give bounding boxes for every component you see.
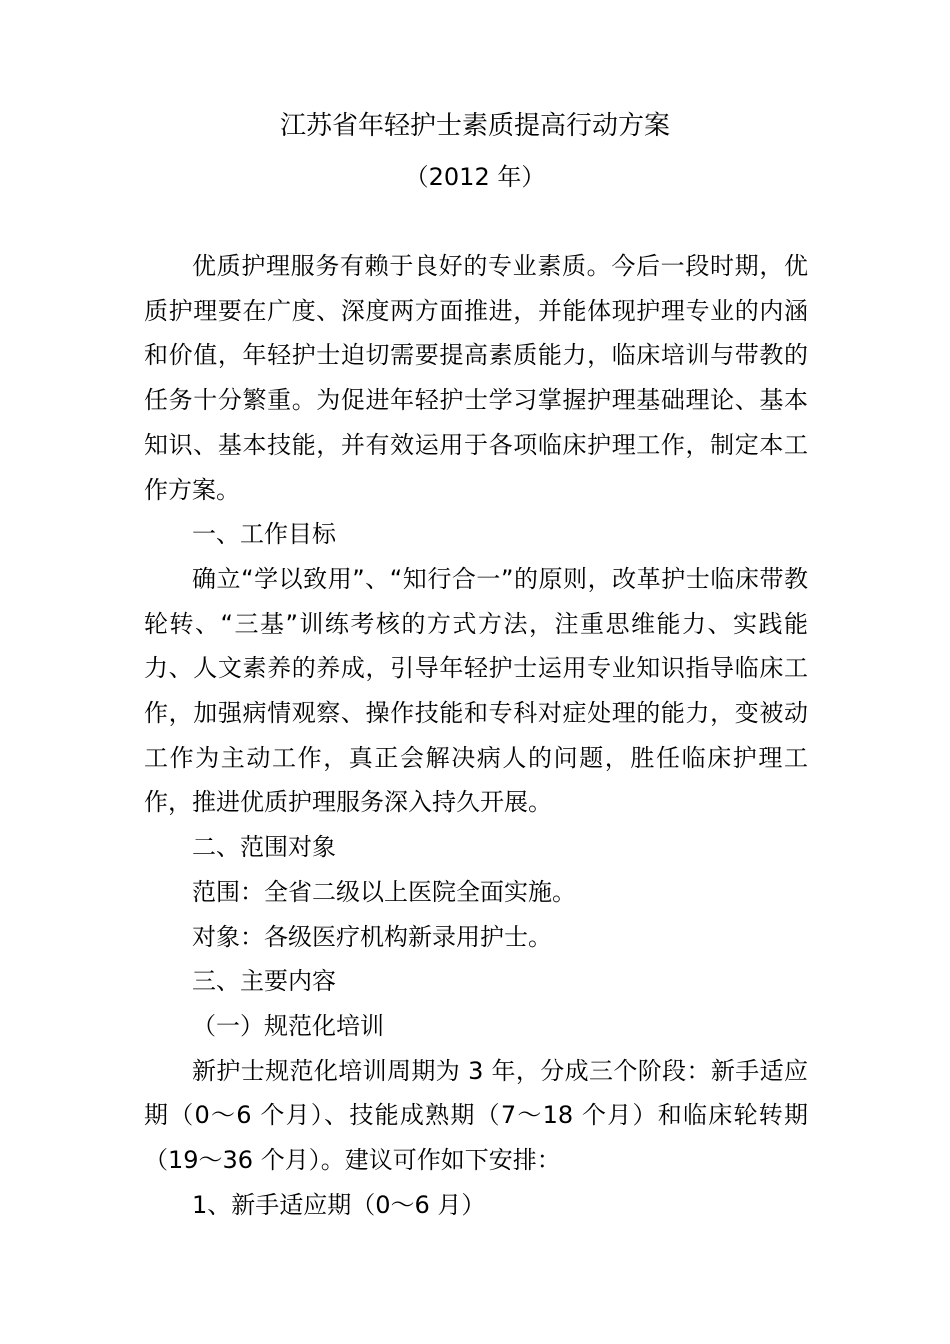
subsection-heading-training: （一）规范化培训 — [192, 1011, 384, 1040]
intro-paragraph: 优质护理服务有赖于良好的专业素质。今后一段时期，优质护理要在广度、深度两方面推进，并能体现护理专业的内涵和价值，年轻护士迫切需要提高素质能力，临床培训与带教的任务十分繁重。为促进年轻护士学习掌握护理基础理论、基本知识、基本技能，并有效运用于各项临床护理工作，制定本工作方案。 — [144, 252, 808, 504]
section-heading-content: 三、主要内容 — [192, 967, 336, 996]
phase-heading-adaptation: 1、新手适应期（0～6 月） — [192, 1190, 486, 1219]
goals-paragraph: 确立“学以致用”、“知行合一”的原则，改革护士临床带教轮转、“三基”训练考核的方式方法，注重思维能力、实践能力、人文素养的养成，引导年轻护士运用专业知识指导临床工作，加强病情观察、操作技能和专科对症处理的能力，变被动工作为主动工作，真正会解决病人的问题，胜任临床护理工作，推进优质护理服务深入持久开展。 — [144, 564, 808, 817]
training-paragraph: 新护士规范化培训周期为 3 年，分成三个阶段：新手适应期（0～6 个月）、技能成熟期（7～18 个月）和临床轮转期（19～36 个月）。建议可作如下安排： — [144, 1056, 808, 1175]
document-title: 江苏省年轻护士素质提高行动方案 — [279, 111, 670, 141]
section-heading-scope: 二、范围对象 — [192, 833, 336, 862]
section-heading-goals: 一、工作目标 — [192, 520, 336, 549]
document-body — [144, 244, 808, 1227]
document-subtitle: （2012 年） — [404, 163, 546, 191]
scope-paragraph: 范围：全省二级以上医院全面实施。 — [192, 877, 576, 906]
target-paragraph: 对象：各级医疗机构新录用护士。 — [192, 922, 552, 951]
